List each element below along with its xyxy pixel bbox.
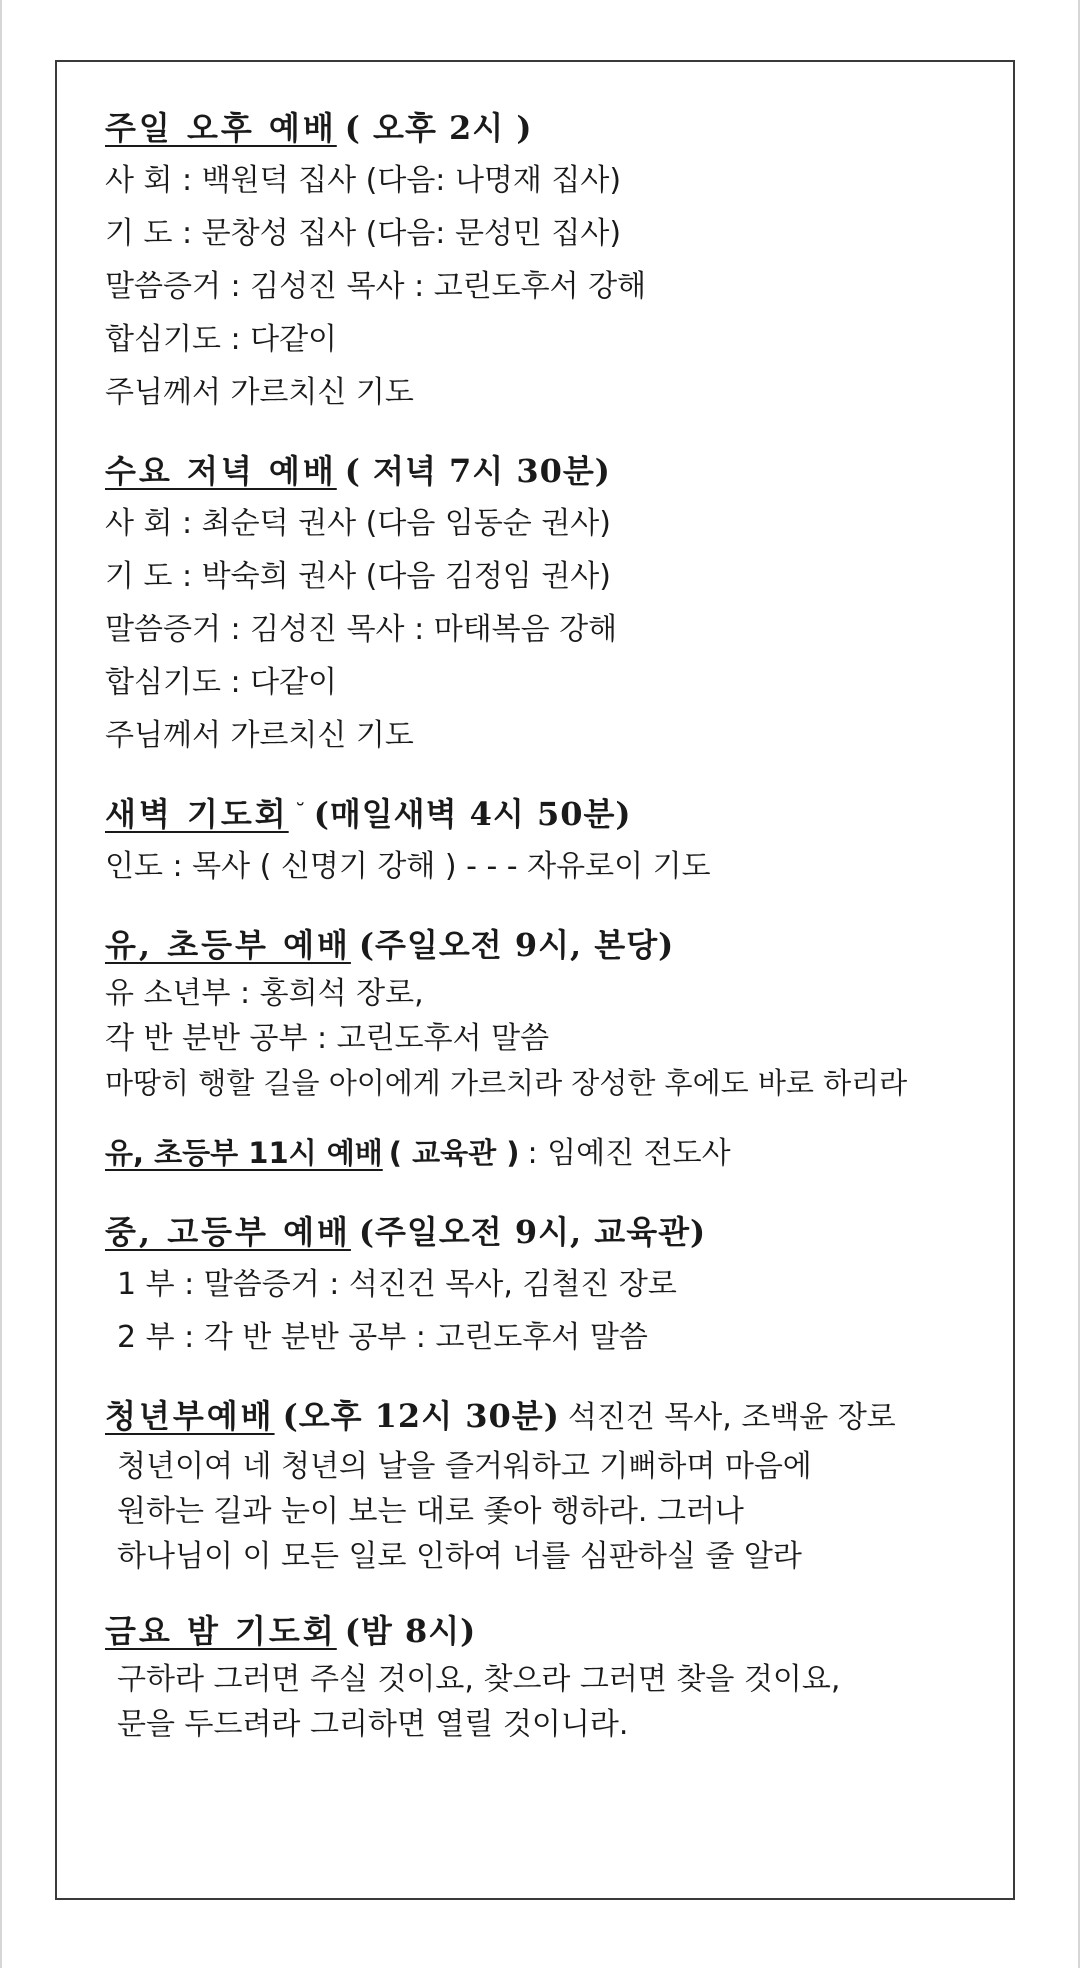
section-young-adult	[105, 1390, 1005, 1579]
service-line: 사 회 : 최순덕 권사 (다음 임동순 권사)	[105, 506, 611, 541]
spacer	[105, 762, 1005, 788]
verse-line: 구하라 그러면 주실 것이요, 찾으라 그러면 찾을 것이요,	[117, 1662, 841, 1697]
service-line: 사 회 : 백원덕 집사 (다음: 나명재 집사)	[105, 163, 622, 198]
section-leader: : 임예진 전도사	[527, 1136, 731, 1171]
section-heading	[105, 445, 1005, 497]
spacer	[105, 419, 1005, 445]
verse-line: 마땅히 행할 길을 아이에게 가르치라 장성한 후에도 바로 하리라	[105, 1066, 908, 1100]
section-heading	[105, 102, 1005, 154]
service-line: 합심기도 : 다같이	[105, 322, 338, 357]
section-title: 유, 초등부 11시 예배	[105, 1136, 383, 1170]
service-line: 유 소년부 : 홍희석 장로,	[105, 976, 424, 1011]
spacer	[105, 1364, 1005, 1390]
spacer	[105, 893, 1005, 919]
section-time: (오후 12시 30분)	[282, 1397, 560, 1435]
spacer	[105, 1106, 1005, 1126]
spacer	[105, 1180, 1005, 1206]
section-heading	[105, 1126, 1005, 1180]
section-heading	[105, 1390, 1005, 1444]
section-time: (주일오전 9시, 본당)	[358, 926, 675, 964]
service-line: 말씀증거 : 김성진 목사 : 마태복음 강해	[105, 612, 618, 647]
section-dawn-prayer	[105, 788, 1005, 893]
service-line: 합심기도 : 다같이	[105, 665, 338, 700]
section-title: 유, 초등부 예배	[105, 926, 351, 964]
verse-line: 원하는 길과 눈이 보는 대로 좇아 행하라. 그러나	[117, 1494, 744, 1529]
section-heading	[105, 919, 1005, 971]
breve-mark: ˘	[294, 801, 306, 826]
verse-line: 청년이여 네 청년의 날을 즐거워하고 기뻐하며 마음에	[117, 1449, 812, 1484]
service-line: 2 부 : 각 반 분반 공부 : 고린도후서 말씀	[117, 1320, 648, 1355]
section-time: ( 저녁 7시 30분)	[344, 452, 611, 490]
section-children	[105, 919, 1005, 1106]
section-title: 금요 밤 기도회	[105, 1612, 337, 1650]
verse-line: 하나님이 이 모든 일로 인하여 너를 심판하실 줄 알라	[117, 1539, 802, 1574]
section-heading	[105, 1206, 1005, 1258]
service-line: 기 도 : 문창성 집사 (다음: 문성민 집사)	[105, 216, 622, 251]
section-friday-night	[105, 1605, 1005, 1747]
section-heading	[105, 1605, 1005, 1657]
section-title: 청년부예배	[105, 1397, 275, 1435]
service-line: 1 부 : 말씀증거 : 석진건 목사, 김철진 장로	[117, 1267, 677, 1302]
section-sunday-afternoon	[105, 102, 1005, 419]
service-line: 각 반 분반 공부 : 고린도후서 말씀	[105, 1021, 550, 1056]
section-time: (매일새벽 4시 50분)	[313, 795, 632, 833]
section-time: ( 교육관 )	[388, 1136, 520, 1170]
service-line: 말씀증거 : 김성진 목사 : 고린도후서 강해	[105, 269, 647, 304]
spacer	[105, 1579, 1005, 1605]
section-heading	[105, 788, 1005, 840]
section-time: (주일오전 9시, 교육관)	[358, 1213, 707, 1251]
verse-line: 문을 두드려라 그리하면 열릴 것이니라.	[117, 1707, 629, 1742]
section-time: ( 오후 2시 )	[344, 109, 533, 147]
service-line: 인도 : 목사 ( 신명기 강해 ) - - - 자유로이 기도	[105, 849, 711, 884]
section-children-11	[105, 1126, 1005, 1180]
bulletin-frame	[55, 60, 1015, 1900]
section-title: 새벽 기도회	[105, 795, 289, 833]
bulletin-content	[105, 102, 1005, 1747]
section-wednesday-evening	[105, 445, 1005, 762]
section-leader: 석진건 목사, 조백윤 장로	[567, 1400, 896, 1435]
service-line: 기 도 : 박숙희 권사 (다음 김정임 권사)	[105, 559, 611, 594]
service-line: 주님께서 가르치신 기도	[105, 718, 414, 753]
section-time: (밤 8시)	[344, 1612, 477, 1650]
section-title: 중, 고등부 예배	[105, 1213, 351, 1251]
service-line: 주님께서 가르치신 기도	[105, 375, 414, 410]
section-title: 수요 저녁 예배	[105, 452, 337, 490]
section-title: 주일 오후 예배	[105, 109, 337, 147]
section-youth	[105, 1206, 1005, 1364]
